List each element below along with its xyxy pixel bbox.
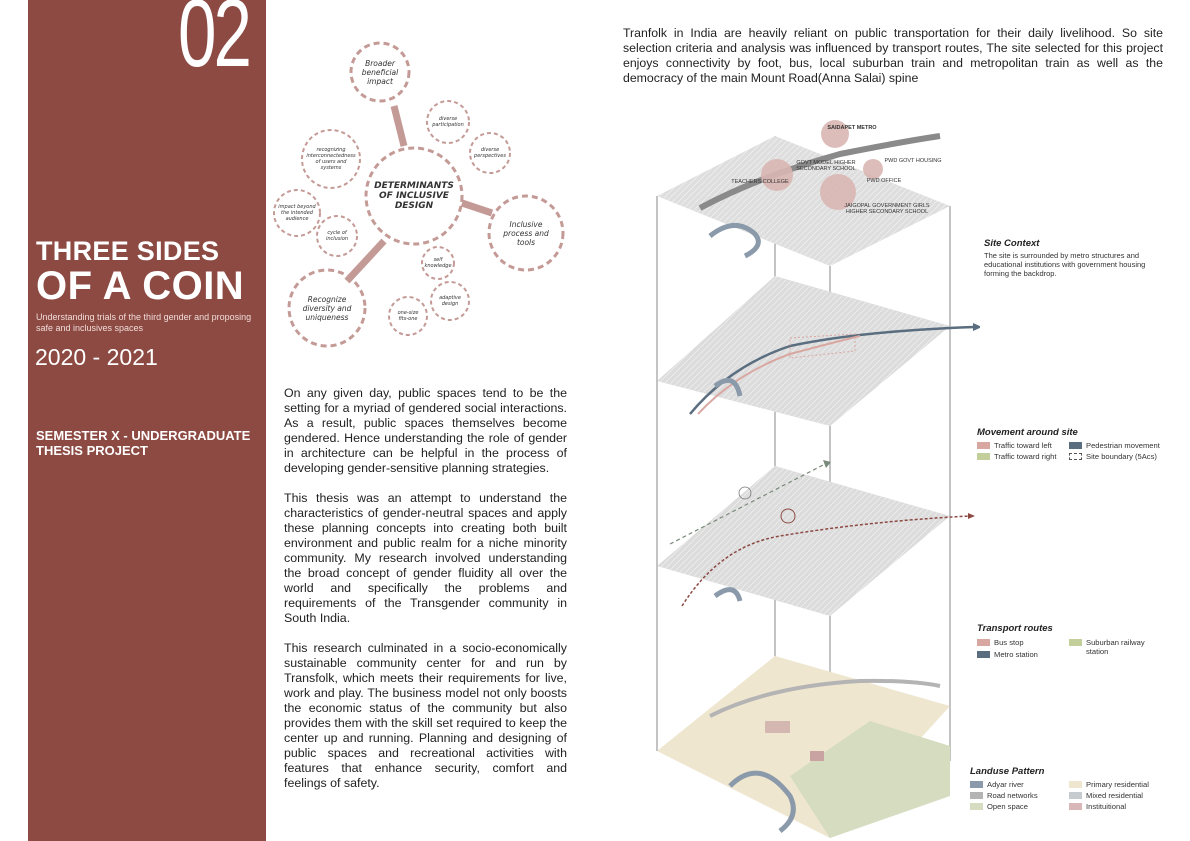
- legend-primary-residential: [1069, 780, 1149, 789]
- map-label-jaigopal-school: JAIGOPAL GOVERNMENT GIRLS HIGHER SECONDARY SCHOOL: [844, 203, 930, 215]
- suburban-swatch: [1069, 639, 1082, 646]
- road-swatch: [970, 792, 983, 799]
- project-number: 02: [178, 0, 250, 87]
- one-size-label: one-size fits-one: [397, 310, 419, 322]
- legend-road-networks: [970, 791, 1038, 800]
- legend-site-boundary: [1069, 452, 1157, 461]
- legend-metro-station: [977, 650, 1038, 659]
- project-subtitle: Understanding trials of the third gender and proposing safe and inclusives spaces: [36, 312, 252, 333]
- road-label: Road networks: [987, 791, 1038, 800]
- adaptive-label: adaptive design: [439, 295, 461, 307]
- process-label: Inclusive process and tools: [503, 219, 549, 247]
- layer-site-context: [657, 120, 950, 266]
- boundary-label: Site boundary (5Acs): [1086, 452, 1157, 461]
- broader-label: Broader beneficial impact: [361, 58, 399, 86]
- impact-label: impact beyond the intended audience: [278, 204, 316, 222]
- project-title-line-1: THREE SIDES: [36, 236, 220, 266]
- map-label-pwd-housing: PWD GOVT HOUSING: [884, 158, 942, 164]
- center-label: DETERMINANTS OF INCLUSIVE DESIGN: [374, 181, 454, 211]
- traffic-right-swatch: [977, 453, 990, 460]
- project-title-line-2: OF A COIN: [36, 264, 245, 308]
- primary-label: Primary residential: [1086, 780, 1149, 789]
- metro-swatch: [977, 651, 990, 658]
- title-panel: [28, 0, 266, 841]
- map-label-govt-model-school: GOVT MODEL HIGHER SECONDARY SCHOOL: [796, 160, 856, 172]
- transport-title: Transport routes: [977, 623, 1053, 634]
- landuse-title: Landuse Pattern: [970, 766, 1045, 777]
- perspectives-label: diverse perspectives: [474, 147, 506, 159]
- traffic-left-label: Traffic toward left: [994, 441, 1052, 450]
- institutional-label: Instituitional: [1086, 802, 1127, 811]
- map-label-pwd-office: PWD OFFICE: [866, 178, 902, 184]
- legend-traffic-left: [977, 441, 1052, 450]
- semester-label: SEMESTER X - UNDERGRADUATE THESIS PROJECT: [36, 428, 251, 458]
- legend-suburban-station: [1069, 638, 1159, 656]
- participation-label: diverse participation: [432, 116, 464, 128]
- map-label-saidapet-metro: SAIDAPET METRO: [827, 125, 877, 131]
- connector-recognize: [347, 241, 384, 281]
- connector-process: [462, 203, 492, 213]
- movement-title: Movement around site: [977, 427, 1078, 438]
- legend-pedestrian: [1069, 441, 1160, 450]
- layer-transport: [657, 460, 975, 616]
- self-knowledge-label: self knowledge: [424, 257, 452, 269]
- layer-movement: [657, 276, 980, 426]
- open-label: Open space: [987, 802, 1028, 811]
- primary-swatch: [1069, 781, 1082, 788]
- institutional-swatch: [1069, 803, 1082, 810]
- legend-adyar-river: [970, 780, 1024, 789]
- river-label: Adyar river: [987, 780, 1024, 789]
- river-swatch: [970, 781, 983, 788]
- mixed-swatch: [1069, 792, 1082, 799]
- legend-open-space: [970, 802, 1028, 811]
- legend-traffic-right: [977, 452, 1056, 461]
- inclusive-design-diagram: [272, 36, 582, 356]
- connector-broader: [394, 106, 404, 146]
- body-text: [284, 386, 567, 806]
- body-paragraph-3: This research culminated in a socio-economically sustainable community center for and run by Transfolk, which meets their requirements for live, work and play. The business model not only boosts the economic status of the community but also provides them with the skill set required to keep the center up and running. Planning and designing of public spaces and recreational activities with features that enhance security, comfort and feelings of safety.: [284, 641, 567, 790]
- traffic-right-label: Traffic toward right: [994, 452, 1057, 461]
- pedestrian-label: Pedestrian movement: [1086, 441, 1160, 450]
- bus-swatch: [977, 639, 990, 646]
- body-paragraph-2: This thesis was an attempt to understand the characteristics of gender-neutral spaces and apply these planning concepts into creating both built environment and public realm for a niche minority community. My research involved understanding the broad concept of gender fluidity all over the world and specifically the problems and requirements of the Transgender community in South India.: [284, 491, 567, 625]
- interconnect-label: recognizing interconnectedness of users and systems: [306, 147, 356, 171]
- map-label-teachers-college: TEACHERS COLLEGE: [731, 179, 789, 185]
- boundary-swatch: [1069, 453, 1082, 460]
- site-context-title: Site Context: [984, 238, 1040, 249]
- suburban-label: Suburban railway station: [1086, 638, 1145, 656]
- traffic-left-swatch: [977, 442, 990, 449]
- open-swatch: [970, 803, 983, 810]
- project-years: 2020 - 2021: [35, 344, 158, 370]
- legend-mixed-residential: [1069, 791, 1143, 800]
- site-context-description: The site is surrounded by metro structures and educational institutions with government housing forming the backdrop.: [984, 251, 1146, 278]
- pedestrian-swatch: [1069, 442, 1082, 449]
- layer-landuse: [657, 656, 950, 838]
- legend-bus-stop: [977, 638, 1024, 647]
- recognize-label: Recognize diversity and uniqueness: [302, 294, 352, 322]
- metro-label: Metro station: [994, 650, 1038, 659]
- legend-institutional: [1069, 802, 1126, 811]
- body-paragraph-1: On any given day, public spaces tend to be the setting for a myriad of gendered social interactions. As a result, public spaces themselves become gendered. Hence understanding the role of gender in architecture can be helpful in the process of developing gender-sensitive planning strategies.: [284, 386, 567, 475]
- bus-label: Bus stop: [994, 638, 1024, 647]
- site-intro-text: Tranfolk in India are heavily reliant on public transportation for their daily livelihood. So site selection criteria and analysis was influenced by transport routes, The site selected for this project enjoys connectivity by foot, bus, local suburban train and metropolitan train as well as the democracy of the main Mount Road(Anna Salai) spine: [623, 26, 1163, 85]
- mixed-label: Mixed residential: [1086, 791, 1143, 800]
- cycle-label: cycle of inclusion: [325, 230, 349, 242]
